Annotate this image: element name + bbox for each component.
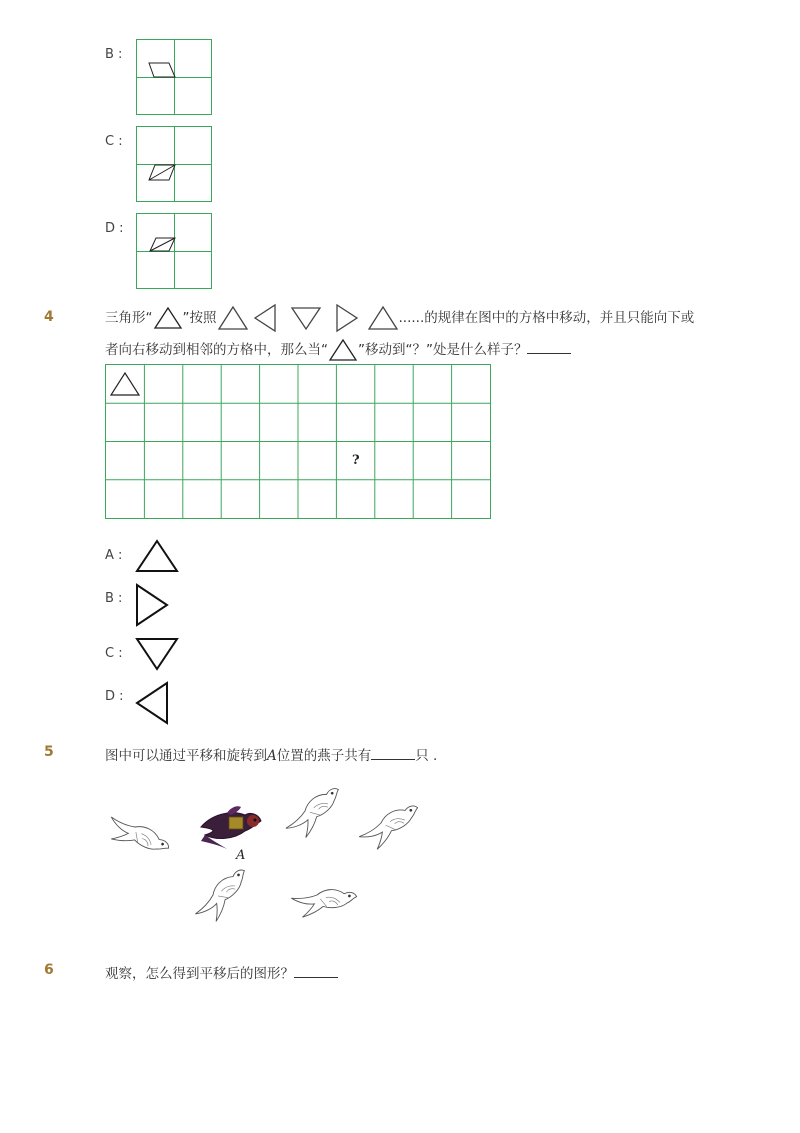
parallelogram-icon bbox=[137, 40, 213, 116]
swallow-icon bbox=[188, 867, 258, 925]
swallows-figure bbox=[105, 785, 425, 925]
option-d-grid bbox=[136, 213, 212, 289]
swallow-icon bbox=[105, 807, 171, 869]
option-c-label: C : bbox=[105, 134, 123, 149]
triangle-down-icon bbox=[289, 304, 323, 332]
swallow-icon bbox=[290, 886, 357, 922]
q4-text-part: ”移动到“？”处是什么样子？ bbox=[358, 342, 528, 358]
question-4-line2 bbox=[105, 336, 571, 364]
q4-option-b-label: B : bbox=[105, 591, 123, 606]
question-4-line1 bbox=[105, 303, 694, 333]
q5-text-part: 图中可以通过平移和旋转到 bbox=[105, 748, 267, 764]
option-b-label: B : bbox=[105, 47, 123, 62]
question-6-text bbox=[105, 962, 338, 982]
q5-text-part: 只 . bbox=[415, 748, 438, 764]
triangle-right-icon bbox=[134, 582, 170, 628]
q4-text-part: ......的规律在图中的方格中移动，并且只能向下或 bbox=[398, 310, 695, 326]
answer-blank[interactable] bbox=[371, 747, 415, 760]
answer-blank[interactable] bbox=[527, 341, 571, 354]
parallelogram-icon bbox=[137, 127, 213, 203]
q4-text-part: ”按照 bbox=[182, 310, 217, 326]
movement-grid bbox=[105, 364, 491, 519]
grid-lines bbox=[106, 365, 490, 518]
question-mark-cell: ? bbox=[352, 453, 360, 468]
option-d-label: D : bbox=[105, 221, 124, 236]
q4-text-part: 者向右移动到相邻的方格中，那么当“ bbox=[105, 342, 328, 358]
option-c-grid bbox=[136, 126, 212, 202]
swallow-icon bbox=[355, 803, 425, 853]
triangle-right-icon bbox=[331, 303, 361, 333]
triangle-up-icon bbox=[153, 305, 183, 331]
q4-option-a-label: A : bbox=[105, 548, 123, 563]
q4-option-c-label: C : bbox=[105, 646, 123, 661]
question-5-number: 5 bbox=[44, 744, 54, 760]
q4-option-d-label: D : bbox=[105, 689, 124, 704]
question-6-number: 6 bbox=[44, 962, 54, 978]
question-4-number: 4 bbox=[44, 309, 54, 325]
q4-text-part: 三角形“ bbox=[105, 310, 153, 326]
swallow-a-icon bbox=[201, 806, 261, 849]
q5-text-italic: A bbox=[267, 748, 277, 764]
triangle-down-icon bbox=[134, 636, 180, 672]
swallow-a-label: A bbox=[236, 848, 246, 863]
triangle-up-icon bbox=[367, 304, 399, 332]
triangle-left-icon bbox=[134, 680, 170, 726]
answer-blank[interactable] bbox=[294, 965, 338, 978]
swallow-icon bbox=[280, 785, 351, 844]
option-b-grid bbox=[136, 39, 212, 115]
question-5-text bbox=[105, 744, 437, 764]
triangle-up-icon bbox=[328, 337, 358, 363]
parallelogram-icon bbox=[137, 214, 213, 290]
triangle-up-icon bbox=[109, 370, 141, 398]
triangle-left-icon bbox=[251, 303, 283, 333]
q6-text-part: 观察，怎么得到平移后的图形？ bbox=[105, 966, 294, 982]
q5-text-part: 位置的燕子共有 bbox=[276, 748, 372, 764]
triangle-up-icon bbox=[134, 538, 180, 574]
triangle-up-icon bbox=[217, 304, 249, 332]
